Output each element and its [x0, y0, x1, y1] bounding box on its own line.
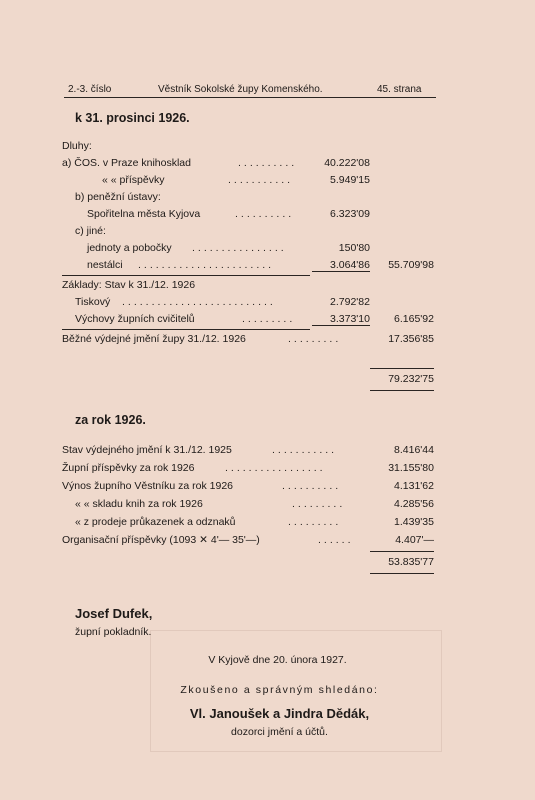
leader-dots: ......... — [288, 516, 342, 528]
leader-dots: .......... — [238, 157, 298, 169]
leader-dots: ......... — [288, 333, 342, 345]
leader-dots: ......... — [292, 498, 346, 510]
dluhy-label: Dluhy: — [62, 140, 92, 152]
year-row-value: 4.285'56 — [394, 498, 434, 510]
year-row-value: 31.155'80 — [388, 462, 434, 474]
balance-row-col1: 3.064'86 — [312, 259, 370, 272]
balance-row-col1: 40.222'08 — [324, 157, 370, 169]
journal-title: Věstník Sokolské župy Komenského. — [158, 84, 323, 95]
section-rule — [62, 329, 310, 330]
balance-total: 79.232'75 — [388, 373, 434, 385]
leader-dots: ........... — [228, 174, 294, 186]
checked-statement: Zkoušeno a správným shledáno: — [180, 684, 379, 696]
treasurer-name: Josef Dufek, — [75, 606, 153, 621]
balance-row-label: jednoty a pobočky — [87, 242, 172, 254]
balance-row-label: Základy: Stav k 31./12. 1926 — [62, 279, 196, 291]
year-title: za rok 1926. — [75, 413, 146, 427]
year-row-value: 8.416'44 — [394, 444, 434, 456]
section-rule — [62, 275, 310, 276]
year-row-label: Stav výdejného jmění k 31./12. 1925 — [62, 444, 232, 456]
total-rule — [370, 390, 434, 391]
balance-row-col2: 17.356'85 — [388, 333, 434, 345]
balance-row-col2: 55.709'98 — [388, 259, 434, 271]
balance-row-col1: 6.323'09 — [330, 208, 370, 220]
balance-row-label: Běžné výdejné jmění župy 31./12. 1926 — [62, 333, 246, 345]
balance-row-col1: 2.792'82 — [330, 296, 370, 308]
balance-row-label: Spořitelna města Kyjova — [87, 208, 201, 220]
total-rule — [370, 368, 434, 369]
leader-dots: .......................... — [122, 296, 276, 308]
year-row-label: Organisační příspěvky (1093 ✕ 4'— 35'—) — [62, 534, 260, 546]
auditors-names: Vl. Janoušek a Jindra Dědák, — [189, 706, 370, 721]
auditors-role: dozorci jmění a účtů. — [231, 726, 328, 738]
leader-dots: ...... — [318, 534, 354, 546]
leader-dots: ................. — [225, 462, 326, 474]
page-number: 45. strana — [377, 84, 422, 95]
balance-row-label: b) peněžní ústavy: — [75, 191, 161, 203]
year-row-label: Výnos župního Věstníku za rok 1926 — [62, 480, 234, 492]
leader-dots: ......... — [242, 313, 296, 325]
header-rule — [64, 97, 436, 98]
total-rule — [370, 551, 434, 552]
balance-row-label: c) jiné: — [75, 225, 106, 237]
balance-row-label: « « příspěvky — [102, 174, 165, 186]
leader-dots: ....................... — [138, 259, 275, 271]
balance-title: k 31. prosinci 1926. — [75, 111, 190, 125]
year-row-label: « « skladu knih za rok 1926 — [75, 498, 203, 510]
balance-row-col1: 150'80 — [338, 242, 370, 254]
year-row-value: 4.131'62 — [394, 480, 434, 492]
year-row-value: 4.407'— — [395, 534, 434, 546]
balance-row-label: Výchovy župních cvičitelů — [75, 313, 195, 325]
leader-dots: ................ — [192, 242, 287, 254]
year-row-value: 1.439'35 — [394, 516, 434, 528]
balance-row-label: a) ČOS. v Praze knihosklad — [62, 157, 191, 169]
year-total: 53.835'77 — [388, 556, 434, 568]
balance-row-label: Tiskový — [75, 296, 111, 308]
balance-row-col1: 3.373'10 — [312, 313, 370, 326]
year-row-label: Župní příspěvky za rok 1926 — [62, 462, 195, 474]
leader-dots: .......... — [282, 480, 342, 492]
place-date: V Kyjově dne 20. února 1927. — [208, 654, 347, 666]
balance-row-label: nestálci — [87, 259, 123, 271]
treasurer-role: župní pokladník. — [75, 626, 152, 638]
leader-dots: ........... — [272, 444, 338, 456]
leader-dots: .......... — [235, 208, 295, 220]
total-rule — [370, 573, 434, 574]
issue-number: 2.-3. číslo — [68, 84, 112, 95]
year-row-label: « z prodeje průkazenek a odznaků — [75, 516, 236, 528]
balance-row-col1: 5.949'15 — [330, 174, 370, 186]
balance-row-col2: 6.165'92 — [394, 313, 434, 325]
